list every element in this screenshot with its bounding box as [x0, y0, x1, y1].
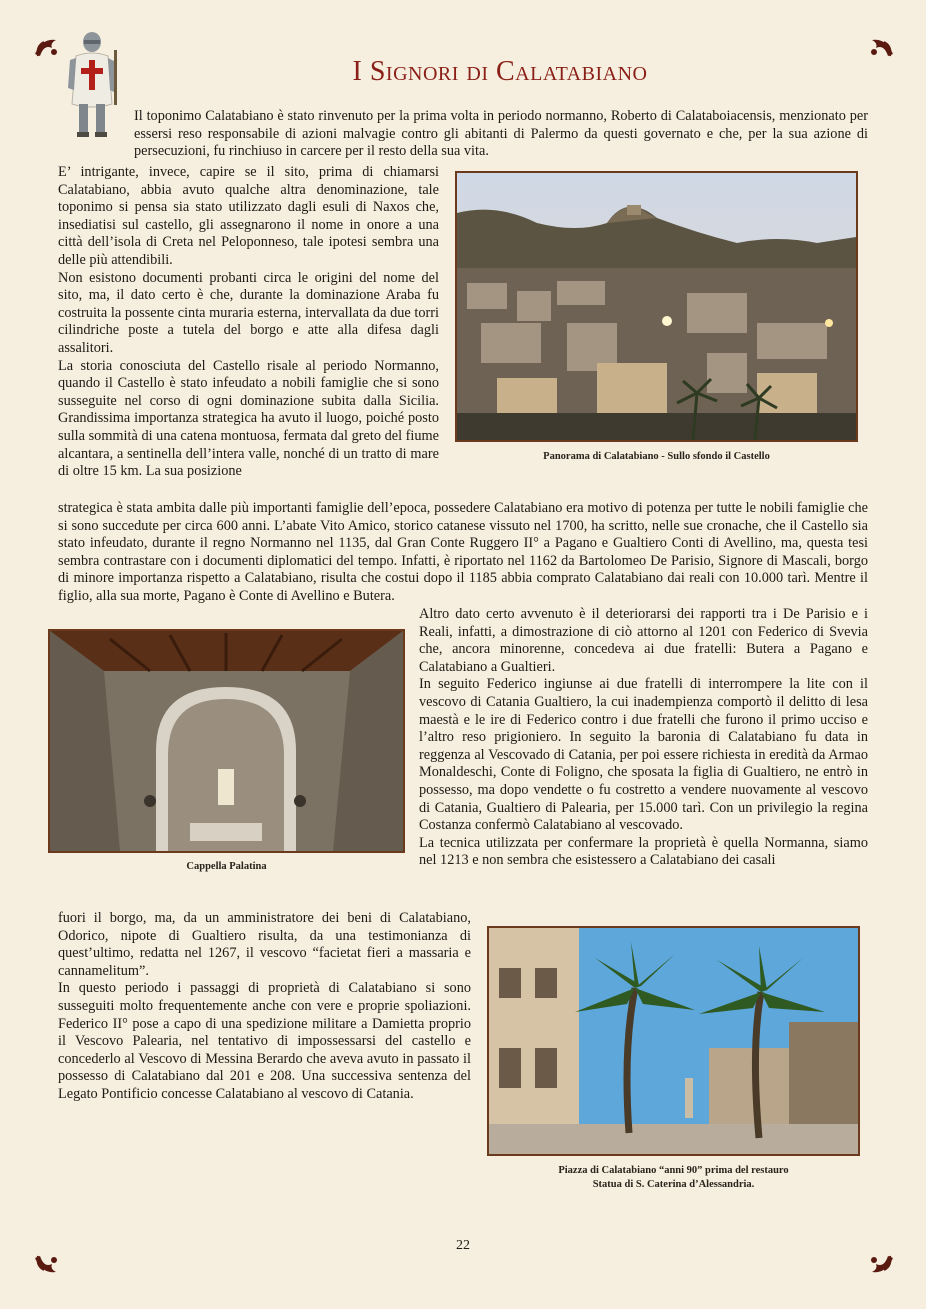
page-number: 22	[456, 1238, 470, 1253]
paragraph: La storia conosciuta del Castello risale al periodo Normanno, quando il Castello è stato infeudato a nobili famiglie che si sono susseguite nel corso di ogni dominazione subita dalla Sicilia. Grandissima importanza strategica ha avuto il luogo, poiché posto sulla sommità di una catena montuosa, fermata dal greto del fiume alcantara, a sentinella dell’intera valle, nonché di un tratto di mare di oltre 15 km. La sua posizione	[58, 357, 439, 480]
cappella-photo	[48, 629, 405, 853]
fleuron-ornament-icon	[866, 1252, 896, 1278]
page-title: I Signori di Calatabiano	[352, 56, 648, 87]
intro-paragraph: Il toponimo Calatabiano è stato rinvenuto per la prima volta in periodo normanno, Roberto di Calataboiacensis, menzionato per essersi reso responsabile di azioni malvagie contro gli abitanti di Palermo da questi governato e che, per la sua azione di persecuzioni, fu rinchiuso in carcere per il resto della sua vita.	[134, 108, 868, 160]
fleuron-ornament-icon	[32, 34, 62, 60]
paragraph: In questo periodo i passaggi di proprietà di Calatabiano si sono susseguiti molto frequentemente anche con vere e proprie spoliazioni. Federico II° pose a capo di una spedizione militare a Damietta proprio il Vescovo Palearia, nel tentativo di impossessarsi del castello e concederlo al Vescovo di Messina Berardo che aveva avuto in passato il possesso di Calatabiano dal 201 e 208. Una successiva sentenza del Legato Pontificio concesse Calatabiano al vescovo di Catania.	[58, 980, 471, 1102]
paragraph: La tecnica utilizzata per confermare la proprietà è quella Normanna, siamo nel 1213 e non sembra che esistessero a Calatabiano dei casali	[419, 834, 868, 869]
text-column-left	[58, 164, 439, 481]
paragraph: E’ intrigante, invece, capire se il sito, prima di chiamarsi Calatabiano, abbia avuto qualche altra denominazione, tale toponimo si pensa sia stato utilizzato dagli esuli di Naxos che, insediatisi sul castello, gli assegnarono il nome in onore a una città dell’isola di Creta nel Peloponneso, tale ipotesi sembra una delle più attendibili.	[58, 164, 439, 268]
piazza-caption	[487, 1164, 860, 1192]
cappella-caption: Cappella Palatina	[186, 861, 267, 872]
fleuron-ornament-icon	[866, 34, 896, 60]
fleuron-ornament-icon	[32, 1252, 62, 1278]
templar-knight-icon	[62, 30, 122, 140]
piazza-caption-line: Piazza di Calatabiano “anni 90” prima del restauro	[558, 1165, 789, 1176]
piazza-caption-line: Statua di S. Caterina d’Alessandria.	[592, 1179, 755, 1190]
paragraph: Non esistono documenti probanti circa le origini del nome del sito, ma, il dato certo è che, durante la dominazione Araba fu costruita la possente cinta muraria esterna, intervallata da due torri cilindriche poste a tutela del borgo e atte alla difesa dagli assalitori.	[58, 269, 439, 356]
paragraph: Altro dato certo avvenuto è il deteriorarsi dei rapporti tra i De Parisio e i Reali, infatti, a dimostrazione di ciò attorno al 1201 con Federico di Svevia che, ancora minorenne, concedeva ai due fratelli: Butera a Pagano e Calatabiano a Gualtieri.	[419, 606, 868, 675]
panorama-caption: Panorama di Calatabiano - Sullo sfondo il Castello	[543, 451, 770, 462]
piazza-photo	[487, 926, 860, 1156]
panorama-photo	[455, 171, 858, 442]
full-width-paragraph: strategica è stata ambita dalle più importanti famiglie dell’epoca, possedere Calatabiano era motivo di potenza per tutte le nobili famiglie che si sono succedute per circa 600 anni. L’abate Vito Amico, storico catanese vissuto nel 1700, ha scritto, nelle sue cronache, che il Castello sia stato infeudato, durante il regno Normanno nel 1135, dal Gran Conte Ruggero II° a Pagano e Gualtiero Conti di Avellino, ma, questa tesi sembra contrastare con i documenti diplomatici del tempo. Infatti, è riportato nel 1162 da Bartolomeo De Parisio, Signore di Mascali, borgo di minore importanza rispetto a Calatabiano, risulta che costui dopo il 1185 abbia comprato Calatabiano dai reali con 10.000 tarì. Mentre il figlio, alla sua morte, Pagano è Conte di Avellino e Butera.	[58, 500, 868, 604]
text-column-right	[419, 606, 868, 870]
text-column-bottom-left	[58, 910, 471, 1104]
paragraph: fuori il borgo, ma, da un amministratore dei beni di Calatabiano, Odorico, nipote di Gualtiero risulta, da una testimonianza di quest’ultimo, redatta nel 1267, il vescovo “facietat fieri a massaria e cannamelitum”.	[58, 910, 471, 979]
paragraph: In seguito Federico ingiunse ai due fratelli di interrompere la lite con il vescovo di Catania Gualtiero, la cui inadempienza comportò il delitto di lesa maestà e le ire di Federico contro i due fratelli che furono il primo ucciso e l’altro reso prigioniero. In seguito la baronia di Calatabiano fu data in reggenza al Vescovado di Catania, per poi essere richiesta in eredità da Armao Monaldeschi, Conte di Foligno, che sposata la figlia di Gualtiero, ne entrò in possesso, ma dopo vendette o fu costretto a vendere nuovamente al vescovo di Catania, Gualtiero di Palearia, per 15.000 tarì. Con un privilegio la regina Costanza confermò Calatabiano al vescovado.	[419, 676, 868, 834]
